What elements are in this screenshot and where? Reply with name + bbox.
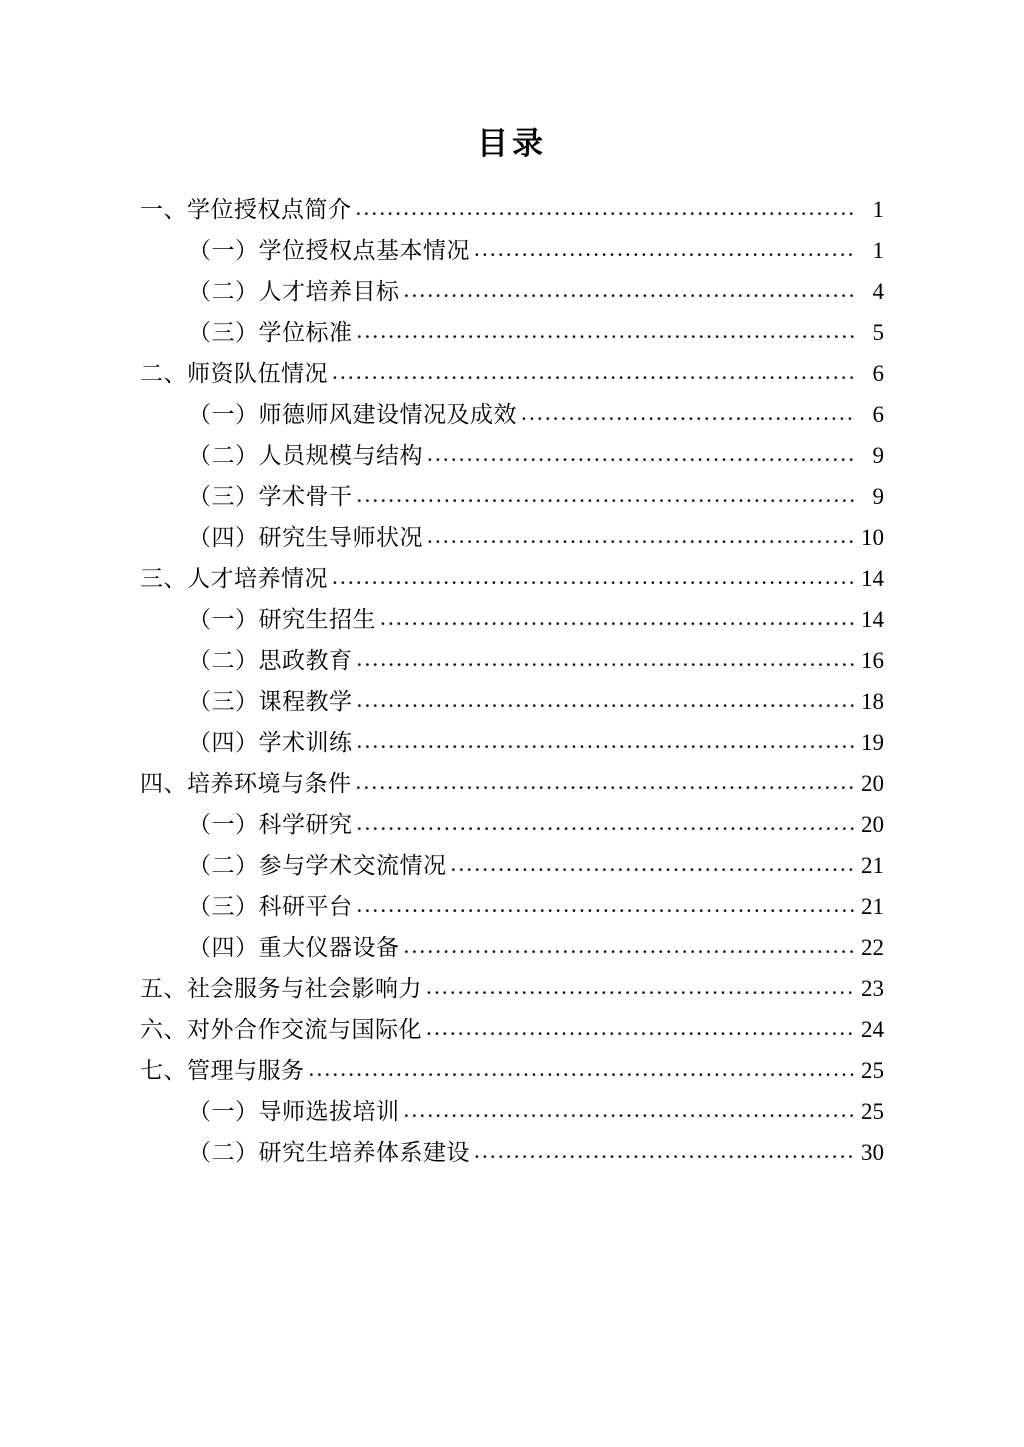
toc-leader-dots xyxy=(357,813,857,836)
toc-entry-page-number: 5 xyxy=(872,320,884,345)
toc-entry-page-number: 16 xyxy=(861,648,884,673)
toc-entry[interactable] xyxy=(140,353,884,394)
toc-entry[interactable] xyxy=(140,763,884,804)
toc-entry[interactable] xyxy=(140,271,884,312)
toc-leader-dots xyxy=(357,649,857,672)
toc-entry-label: （一）研究生招生 xyxy=(188,607,376,632)
toc-leader-dots xyxy=(427,444,856,467)
toc-entry-page-number: 25 xyxy=(861,1099,884,1124)
toc-entry-page-number: 1 xyxy=(872,238,884,263)
toc-leader-dots xyxy=(332,362,856,385)
toc-entry[interactable] xyxy=(140,189,884,230)
toc-leader-dots xyxy=(404,1100,857,1123)
toc-entry[interactable] xyxy=(140,681,884,722)
toc-entry[interactable] xyxy=(140,640,884,681)
toc-leader-dots xyxy=(521,403,856,426)
toc-entry-page-number: 24 xyxy=(861,1017,884,1042)
page-title: 目录 xyxy=(477,126,547,161)
toc-entry-label: （一）学位授权点基本情况 xyxy=(188,238,470,263)
toc-entry-label: （四）重大仪器设备 xyxy=(188,935,400,960)
toc-leader-dots xyxy=(404,280,857,303)
toc-entry-page-number: 9 xyxy=(872,443,884,468)
toc-entry-label: 三、人才培养情况 xyxy=(140,566,328,591)
toc-entry-label: （三）课程教学 xyxy=(188,689,353,714)
toc-entry[interactable] xyxy=(140,886,884,927)
toc-entry-label: （二）思政教育 xyxy=(188,648,353,673)
toc-entry-label: （一）科学研究 xyxy=(188,812,353,837)
toc-entry[interactable] xyxy=(140,722,884,763)
toc-entry-page-number: 6 xyxy=(872,402,884,427)
toc-entry-label: 二、师资队伍情况 xyxy=(140,361,328,386)
toc-entry-label: （一）师德师风建设情况及成效 xyxy=(188,402,517,427)
toc-entry[interactable] xyxy=(140,968,884,1009)
toc-entry-label: （四）学术训练 xyxy=(188,730,353,755)
toc-entry-page-number: 19 xyxy=(861,730,884,755)
toc-entry[interactable] xyxy=(140,1091,884,1132)
toc-entry-page-number: 14 xyxy=(861,607,884,632)
toc-entry[interactable] xyxy=(140,517,884,558)
toc-entry-page-number: 22 xyxy=(861,935,884,960)
toc-entry-label: 七、管理与服务 xyxy=(140,1058,305,1083)
toc-entry[interactable] xyxy=(140,312,884,353)
toc-entry[interactable] xyxy=(140,476,884,517)
toc-leader-dots xyxy=(404,936,857,959)
toc-entry-page-number: 20 xyxy=(861,812,884,837)
toc-entry-page-number: 1 xyxy=(872,197,884,222)
toc-entry-page-number: 30 xyxy=(861,1140,884,1165)
toc-leader-dots xyxy=(332,567,856,590)
toc-entry-page-number: 18 xyxy=(861,689,884,714)
toc-leader-dots xyxy=(309,1059,857,1082)
table-of-contents xyxy=(140,189,884,1173)
toc-entry-label: 五、社会服务与社会影响力 xyxy=(140,976,422,1001)
toc-entry-label: （一）导师选拔培训 xyxy=(188,1099,400,1124)
toc-entry-page-number: 20 xyxy=(861,771,884,796)
toc-entry-label: （二）人员规模与结构 xyxy=(188,443,423,468)
toc-entry-label: 四、培养环境与条件 xyxy=(140,771,352,796)
toc-entry[interactable] xyxy=(140,845,884,886)
toc-entry-label: （三）学位标准 xyxy=(188,320,353,345)
toc-leader-dots xyxy=(357,485,857,508)
toc-entry-label: 六、对外合作交流与国际化 xyxy=(140,1017,422,1042)
toc-entry[interactable] xyxy=(140,1050,884,1091)
toc-leader-dots xyxy=(426,1018,856,1041)
toc-entry-label: （二）研究生培养体系建设 xyxy=(188,1140,470,1165)
toc-leader-dots xyxy=(356,772,857,795)
toc-entry-label: （二）人才培养目标 xyxy=(188,279,400,304)
toc-entry-page-number: 10 xyxy=(861,525,884,550)
toc-leader-dots xyxy=(357,321,857,344)
toc-leader-dots xyxy=(357,731,857,754)
toc-leader-dots xyxy=(474,239,856,262)
toc-leader-dots xyxy=(357,895,857,918)
toc-entry-page-number: 9 xyxy=(872,484,884,509)
toc-entry[interactable] xyxy=(140,804,884,845)
toc-leader-dots xyxy=(427,526,856,549)
toc-entry-page-number: 6 xyxy=(872,361,884,386)
toc-entry[interactable] xyxy=(140,230,884,271)
toc-entry-label: 一、学位授权点简介 xyxy=(140,197,352,222)
toc-leader-dots xyxy=(474,1141,856,1164)
toc-entry-page-number: 21 xyxy=(861,894,884,919)
toc-leader-dots xyxy=(380,608,856,631)
toc-entry-label: （二）参与学术交流情况 xyxy=(188,853,447,878)
toc-leader-dots xyxy=(426,977,856,1000)
toc-entry-label: （三）科研平台 xyxy=(188,894,353,919)
toc-entry-page-number: 25 xyxy=(861,1058,884,1083)
toc-entry-page-number: 23 xyxy=(861,976,884,1001)
toc-entry-page-number: 4 xyxy=(872,279,884,304)
toc-leader-dots xyxy=(356,198,857,221)
toc-entry-page-number: 14 xyxy=(861,566,884,591)
toc-entry[interactable] xyxy=(140,1009,884,1050)
toc-entry-label: （四）研究生导师状况 xyxy=(188,525,423,550)
toc-leader-dots xyxy=(451,854,857,877)
toc-entry[interactable] xyxy=(140,394,884,435)
toc-leader-dots xyxy=(357,690,857,713)
toc-entry[interactable] xyxy=(140,435,884,476)
toc-entry-page-number: 21 xyxy=(861,853,884,878)
toc-entry[interactable] xyxy=(140,599,884,640)
toc-entry[interactable] xyxy=(140,927,884,968)
toc-entry[interactable] xyxy=(140,1132,884,1173)
toc-entry-label: （三）学术骨干 xyxy=(188,484,353,509)
toc-entry[interactable] xyxy=(140,558,884,599)
